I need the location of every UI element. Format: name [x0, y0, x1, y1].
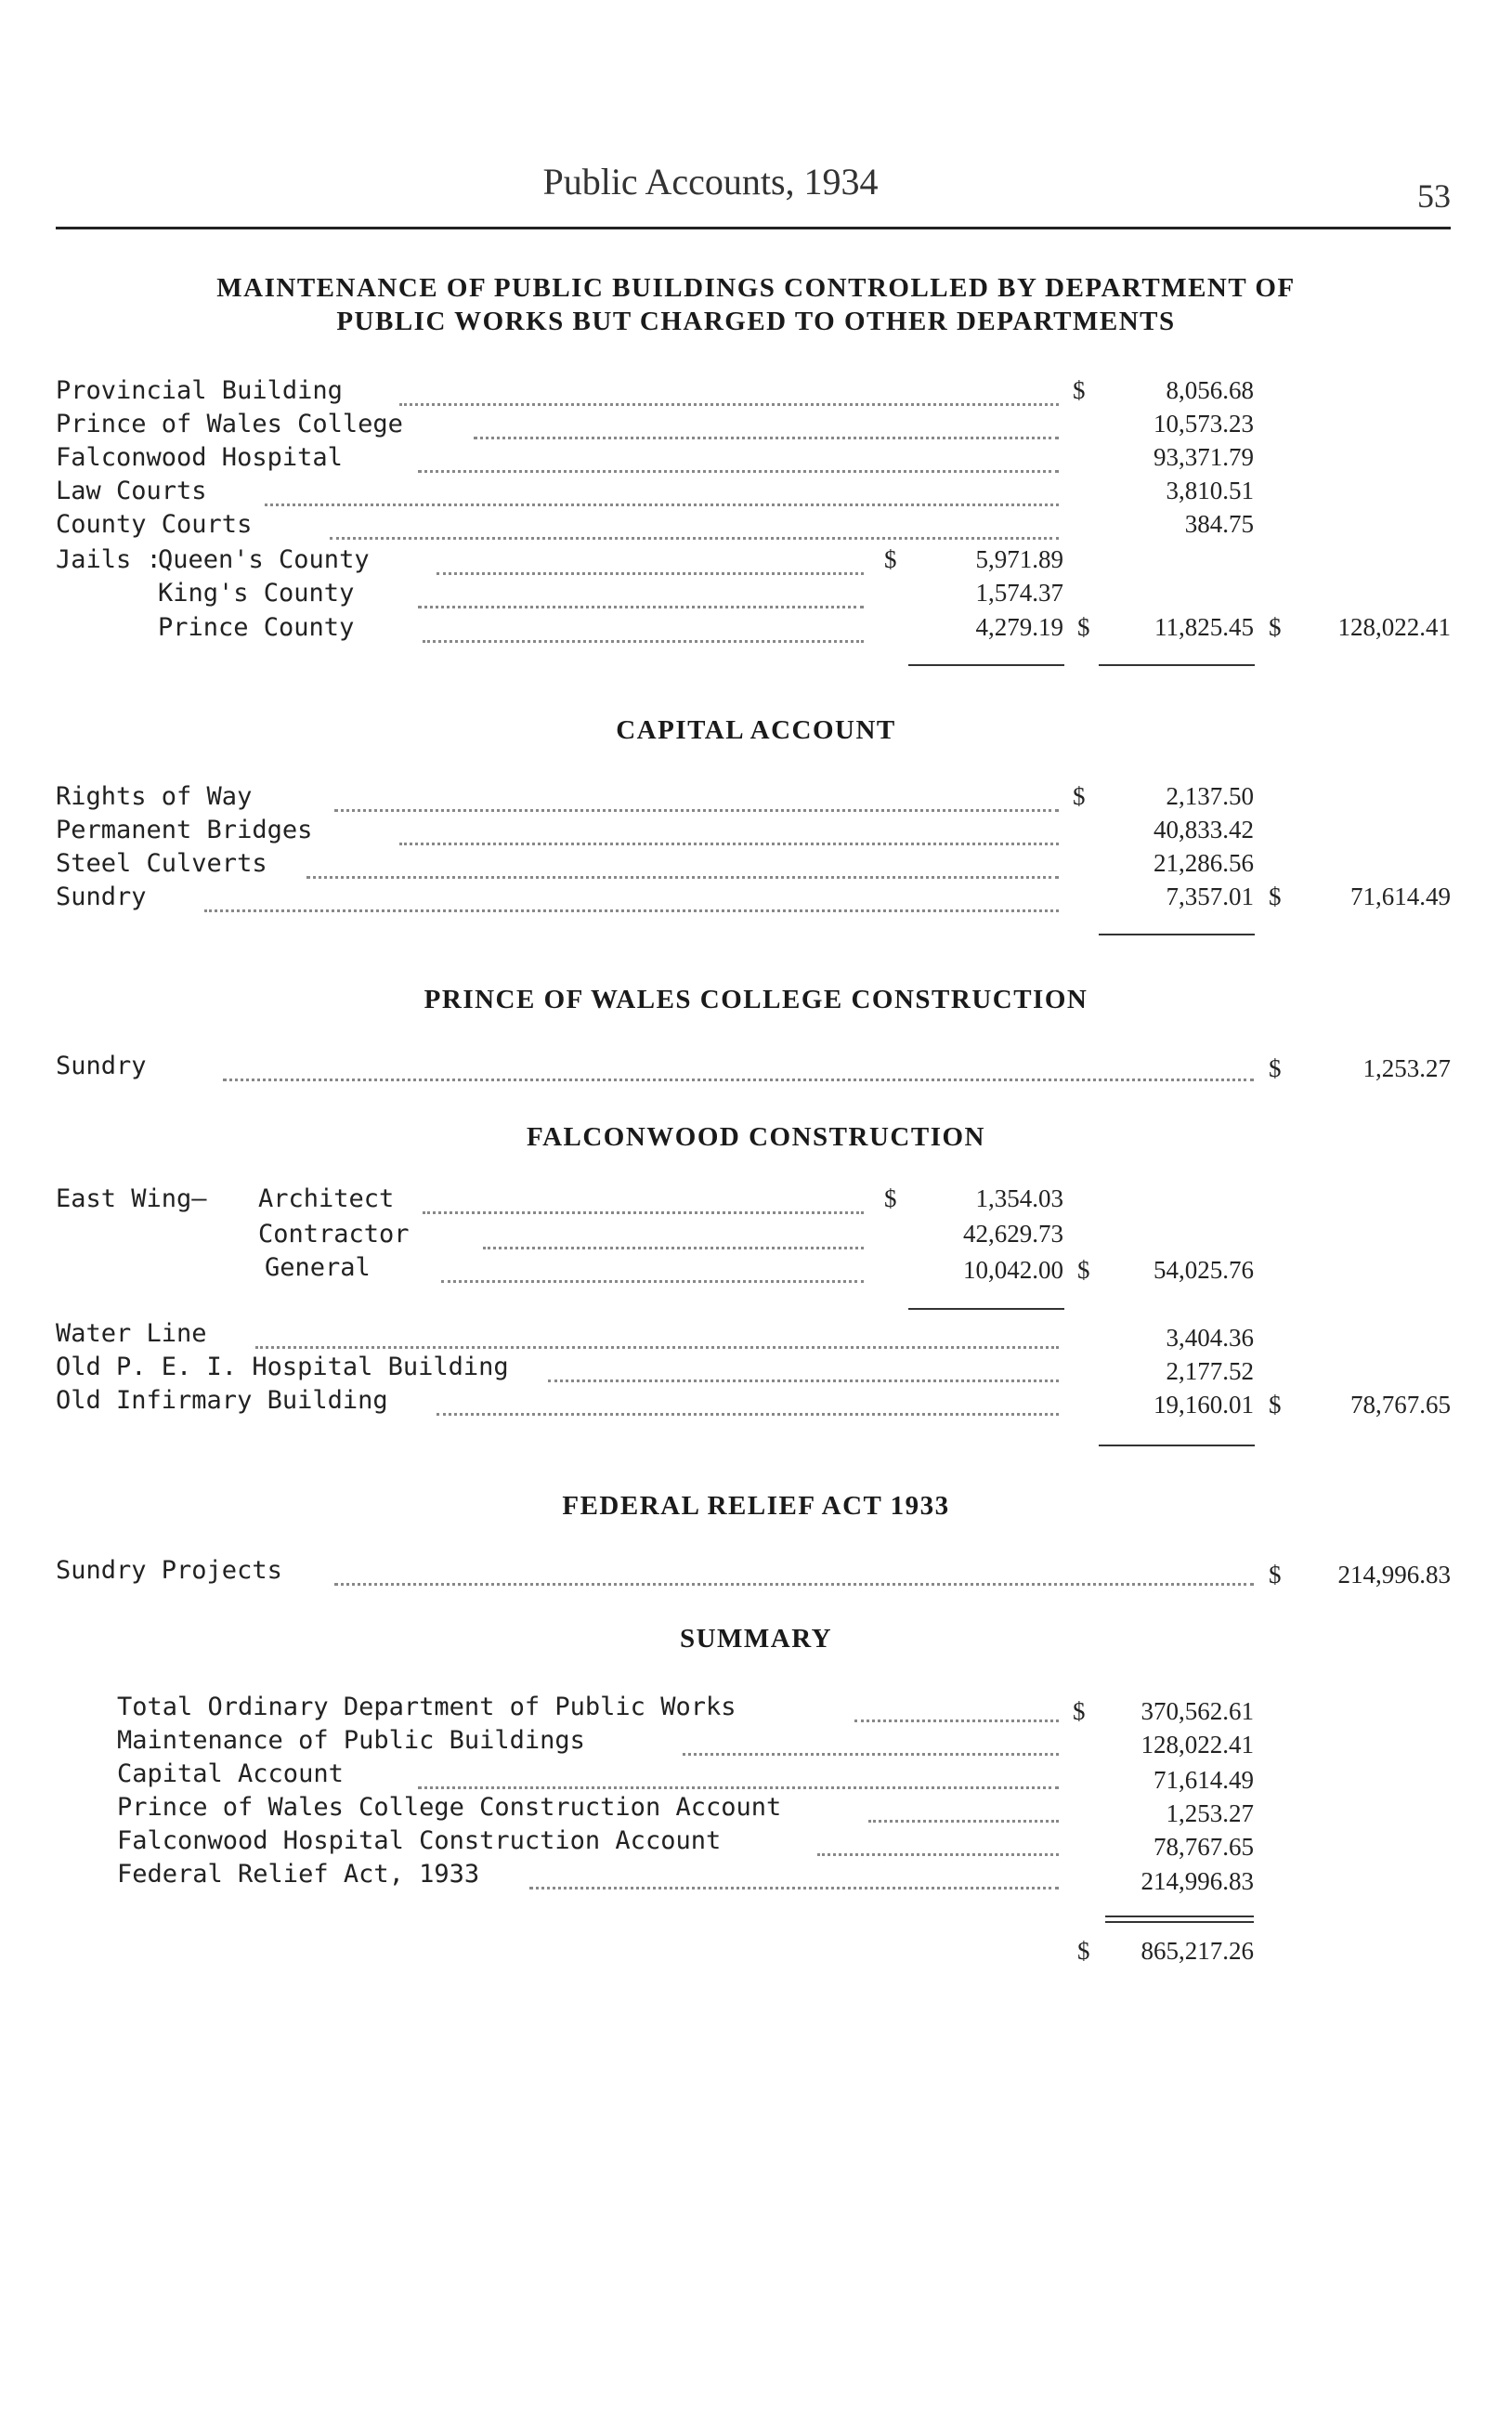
falconwood-row-label: Old P. E. I. Hospital Building: [56, 1353, 509, 1381]
falconwood-row-label: Water Line: [56, 1319, 207, 1348]
maintenance-row-amount: 10,573.23: [1154, 410, 1254, 438]
subtotal-rule: [1099, 1445, 1255, 1446]
subtotal-rule: [908, 664, 1064, 666]
jail-label: Prince County: [158, 613, 355, 642]
leader-dots: [817, 1853, 1059, 1856]
summary-row-amount: 1,253.27: [1166, 1799, 1254, 1827]
leader-dots: [399, 843, 1059, 845]
capital-heading: CAPITAL ACCOUNT: [616, 715, 896, 745]
subtotal-rule: [1099, 664, 1255, 666]
dollar-sign: $: [884, 1184, 897, 1212]
maintenance-heading-line2: PUBLIC WORKS BUT CHARGED TO OTHER DEPARTMENTS: [336, 307, 1176, 336]
leader-dots: [223, 1079, 1254, 1081]
east-wing-row-amount: 10,042.00: [963, 1256, 1063, 1284]
maintenance-heading-line1: MAINTENANCE OF PUBLIC BUILDINGS CONTROLLED BY DEPARTMENT OF: [216, 273, 1296, 303]
jail-label: Queen's County: [158, 545, 370, 574]
east-wing-prefix: East Wing—: [56, 1184, 207, 1213]
leader-dots: [441, 1280, 864, 1283]
leader-dots: [529, 1887, 1059, 1889]
dollar-sign: $: [1073, 782, 1086, 810]
grand-total: 865,217.26: [1141, 1937, 1254, 1965]
leader-dots: [474, 437, 1059, 439]
jails-subtotal: 11,825.45: [1154, 613, 1254, 641]
falconwood-row-amount: 2,177.52: [1166, 1357, 1254, 1385]
leader-dots: [854, 1719, 1059, 1722]
capital-row-amount: 21,286.56: [1154, 849, 1254, 877]
leader-dots: [334, 1583, 1254, 1586]
leader-dots: [483, 1247, 864, 1249]
leader-dots: [423, 640, 864, 643]
falconwood-row-amount: 19,160.01: [1154, 1391, 1254, 1419]
federal-row-label: Sundry Projects: [56, 1556, 282, 1585]
summary-row-label: Federal Relief Act, 1933: [117, 1860, 480, 1889]
maintenance-row-amount: 93,371.79: [1154, 443, 1254, 471]
east-wing-row-label: General: [265, 1253, 371, 1282]
federal-total: 214,996.83: [1337, 1561, 1451, 1589]
leader-dots: [418, 606, 864, 608]
leader-dots: [418, 470, 1059, 473]
capital-row-label: Permanent Bridges: [56, 816, 313, 844]
east-wing-row-amount: 1,354.03: [975, 1184, 1063, 1212]
grand-total-rule: [1105, 1916, 1254, 1917]
capital-total: 71,614.49: [1350, 883, 1451, 910]
dollar-sign: $: [1269, 1561, 1282, 1589]
dollar-sign: $: [1269, 1391, 1282, 1419]
maintenance-row-amount: 384.75: [1184, 510, 1254, 538]
leader-dots: [255, 1346, 1059, 1349]
dollar-sign: $: [884, 545, 897, 573]
summary-row-amount: 128,022.41: [1141, 1731, 1254, 1759]
summary-row-label: Total Ordinary Department of Public Works: [117, 1693, 736, 1721]
east-wing-row-amount: 42,629.73: [963, 1220, 1063, 1248]
dollar-sign: $: [1269, 883, 1282, 910]
summary-row-amount: 78,767.65: [1154, 1833, 1254, 1861]
federal-heading: FEDERAL RELIEF ACT 1933: [562, 1491, 950, 1521]
capital-row-label: Steel Culverts: [56, 849, 267, 878]
pwc-total: 1,253.27: [1362, 1054, 1451, 1082]
maintenance-row-amount: 3,810.51: [1166, 477, 1254, 504]
page-number: 53: [1417, 177, 1451, 215]
maintenance-row-label: Law Courts: [56, 477, 207, 505]
jails-prefix: Jails :: [56, 545, 162, 574]
capital-row-amount: 2,137.50: [1166, 782, 1254, 810]
maintenance-row-label: Prince of Wales College: [56, 410, 403, 438]
maintenance-total: 128,022.41: [1337, 613, 1451, 641]
leader-dots: [399, 403, 1059, 406]
dollar-sign: $: [1077, 613, 1090, 641]
dollar-sign: $: [1269, 613, 1282, 641]
capital-row-amount: 40,833.42: [1154, 816, 1254, 843]
grand-total-rule: [1105, 1921, 1254, 1923]
summary-row-label: Falconwood Hospital Construction Account: [117, 1826, 722, 1855]
east-wing-row-label: Architect: [258, 1184, 395, 1213]
jail-amount: 5,971.89: [975, 545, 1063, 573]
dollar-sign: $: [1077, 1256, 1090, 1284]
summary-row-label: Maintenance of Public Buildings: [117, 1726, 585, 1755]
jail-amount: 4,279.19: [975, 613, 1063, 641]
summary-heading: SUMMARY: [679, 1624, 833, 1654]
page-header-title: Public Accounts, 1934: [542, 161, 879, 203]
leader-dots: [437, 572, 864, 575]
dollar-sign: $: [1073, 376, 1086, 404]
east-wing-subtotal: 54,025.76: [1154, 1256, 1254, 1284]
summary-row-amount: 71,614.49: [1154, 1766, 1254, 1794]
leader-dots: [437, 1413, 1059, 1416]
maintenance-row-label: Falconwood Hospital: [56, 443, 343, 472]
leader-dots: [265, 503, 1059, 506]
summary-row-amount: 214,996.83: [1141, 1867, 1254, 1895]
pwc-row-label: Sundry: [56, 1052, 147, 1080]
leader-dots: [868, 1820, 1059, 1823]
summary-row-label: Capital Account: [117, 1759, 344, 1788]
leader-dots: [204, 909, 1059, 912]
header-rule: [56, 227, 1451, 229]
leader-dots: [423, 1211, 864, 1214]
falconwood-heading: FALCONWOOD CONSTRUCTION: [527, 1122, 985, 1152]
maintenance-row-amount: 8,056.68: [1166, 376, 1254, 404]
leader-dots: [330, 537, 1059, 540]
east-wing-row-label: Contractor: [258, 1220, 410, 1249]
leader-dots: [418, 1786, 1059, 1789]
falconwood-total: 78,767.65: [1350, 1391, 1451, 1419]
subtotal-rule: [908, 1308, 1064, 1310]
dollar-sign: $: [1073, 1697, 1086, 1725]
pwc-heading: PRINCE OF WALES COLLEGE CONSTRUCTION: [424, 985, 1088, 1014]
falconwood-row-amount: 3,404.36: [1166, 1324, 1254, 1352]
maintenance-row-label: County Courts: [56, 510, 253, 539]
jail-amount: 1,574.37: [975, 579, 1063, 607]
dollar-sign: $: [1077, 1937, 1090, 1965]
leader-dots: [683, 1753, 1059, 1756]
summary-row-amount: 370,562.61: [1141, 1697, 1254, 1725]
maintenance-row-label: Provincial Building: [56, 376, 343, 405]
summary-row-label: Prince of Wales College Construction Account: [117, 1793, 782, 1822]
falconwood-row-label: Old Infirmary Building: [56, 1386, 388, 1415]
capital-row-label: Rights of Way: [56, 782, 253, 811]
leader-dots: [334, 809, 1059, 812]
jail-label: King's County: [158, 579, 355, 608]
dollar-sign: $: [1269, 1054, 1282, 1082]
leader-dots: [548, 1379, 1059, 1382]
leader-dots: [306, 876, 1059, 879]
capital-row-label: Sundry: [56, 883, 147, 911]
subtotal-rule: [1099, 934, 1255, 935]
capital-row-amount: 7,357.01: [1166, 883, 1254, 910]
